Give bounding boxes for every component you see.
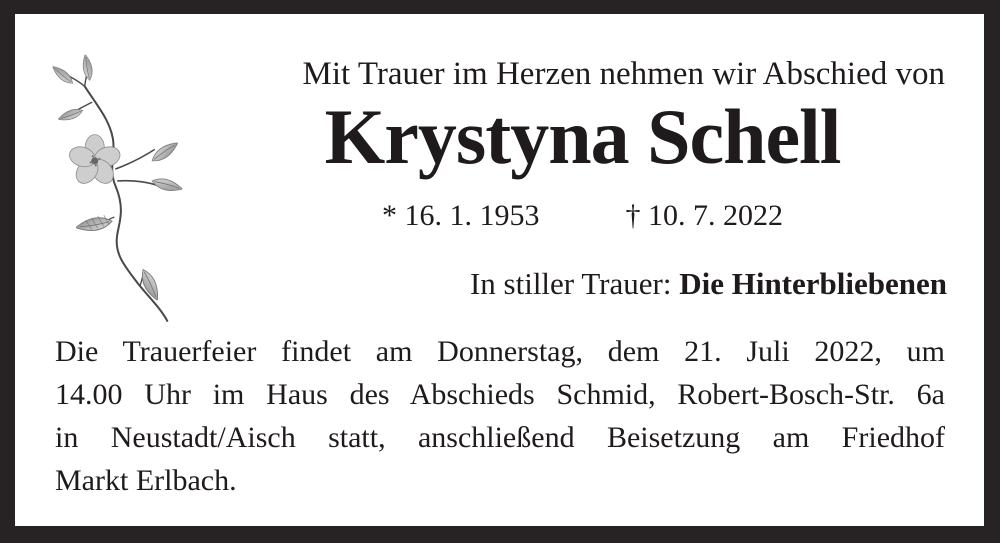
closing-line <box>235 267 947 301</box>
funeral-details-line: Markt Erlbach. <box>55 464 237 497</box>
funeral-details-line: Die Trauerfeier findet am Donnerstag, dem 21. Juli 2022, um <box>55 335 945 368</box>
life-dates <box>235 199 930 232</box>
flower-sketch-icon <box>38 40 222 332</box>
funeral-details-line: 14.00 Uhr im Haus des Abschieds Schmid, Robert-Bosch-Str. 6a <box>55 378 945 411</box>
closing-prefix: In stiller Trauer: <box>469 266 672 301</box>
death-date: † 10. 7. 2022 <box>625 199 783 232</box>
birth-date: * 16. 1. 1953 <box>382 199 540 232</box>
deceased-name: Krystyna Schell <box>324 93 841 180</box>
intro-line: Mit Trauer im Herzen nehmen wir Abschied von <box>302 56 945 92</box>
mourners: Die Hinterbliebenen <box>679 266 947 301</box>
funeral-details-line: in Neustadt/Aisch statt, anschließend Beisetzung am Friedhof <box>55 421 945 454</box>
funeral-details <box>55 330 945 502</box>
